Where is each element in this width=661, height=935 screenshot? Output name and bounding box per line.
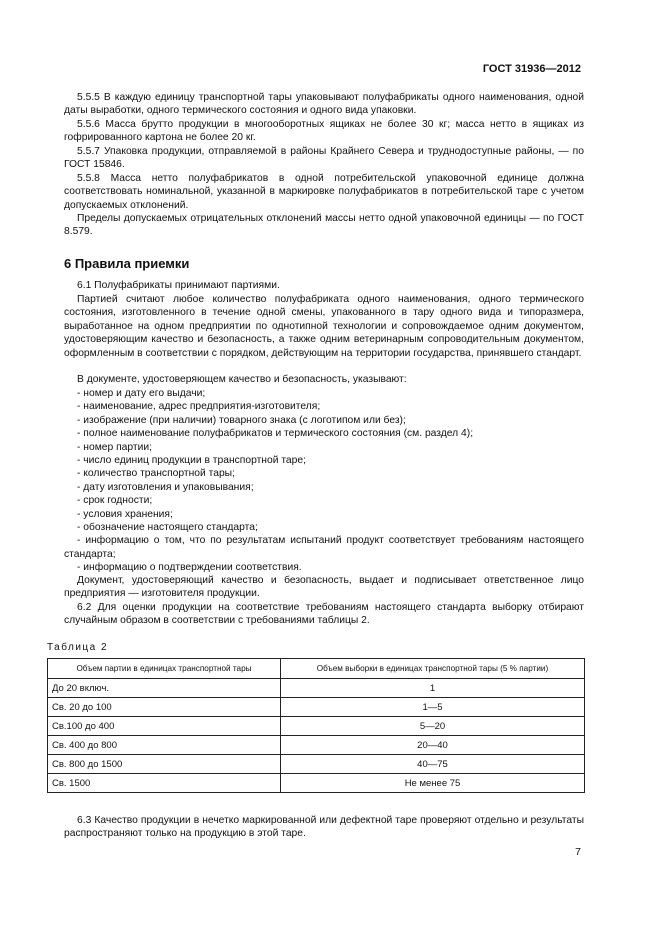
section-6-heading: 6 Правила приемки — [64, 256, 190, 271]
list-item: - наименование, адрес предприятия-изготовителя; — [77, 401, 321, 413]
table-row — [48, 755, 585, 774]
table-cell-batch: До 20 включ. — [48, 679, 281, 698]
paragraph-5-5-7: 5.5.7 Упаковка продукции, отправляемой в районы Крайнего Севера и труднодоступные районы, — по ГОСТ 15846. — [64, 146, 584, 171]
table-cell-batch: Св. 800 до 1500 — [48, 755, 281, 774]
table-cell-sample: 20—40 — [281, 736, 585, 755]
table-header-cell: Объем партии в единицах транспортной тары — [48, 659, 281, 679]
paragraph-6-3: 6.3 Качество продукции в нечетко маркированной или дефектной таре проверяют отдельно и результаты распространяют только на продукцию в этой таре. — [64, 815, 584, 840]
list-item: - информацию о том, что по результатам испытаний продукт соответствует требованиям настоящего стандарта; — [64, 535, 584, 560]
table-row — [48, 774, 585, 793]
list-item: - обозначение настоящего стандарта; — [77, 522, 258, 534]
table-cell-sample: Не менее 75 — [281, 774, 585, 793]
table-cell-batch: Св. 20 до 100 — [48, 698, 281, 717]
document-items-list — [64, 387, 584, 575]
table-row — [48, 698, 585, 717]
table-header-row — [48, 659, 585, 679]
table-cell-sample: 1 — [281, 679, 585, 698]
table-cell-batch: Св.100 до 400 — [48, 717, 281, 736]
paragraph-5-5-6: 5.5.6 Масса брутто продукции в многооборотных ящиках не более 30 кг; масса нетто в ящиках из гофрированного картона не более 20 кг. — [64, 119, 584, 144]
list-item: - информацию о подтверждении соответствия. — [77, 562, 302, 574]
table-row — [48, 679, 585, 698]
list-item: - условия хранения; — [77, 508, 173, 520]
list-item: - дату изготовления и упаковывания; — [77, 481, 254, 493]
table-cell-batch: Св. 400 до 800 — [48, 736, 281, 755]
table-cell-sample: 1—5 — [281, 698, 585, 717]
table-row — [48, 736, 585, 755]
list-item: - количество транспортной тары; — [77, 468, 235, 480]
table-cell-sample: 40—75 — [281, 755, 585, 774]
paragraph-document-intro: В документе, удостоверяющем качество и безопасность, указывают: — [77, 374, 407, 385]
table-cell-batch: Св. 1500 — [48, 774, 281, 793]
sampling-table — [47, 658, 585, 793]
paragraph-5-5-8: 5.5.8 Масса нетто полуфабрикатов в одной потребительской упаковочной единице должна соответствовать номинальной, указанной в маркировке полуфабрикатов в потребительской таре с учетом допускаемых отклонений. — [64, 173, 584, 211]
paragraph-document-issue: Документ, удостоверяющий качество и безопасность, выдает и подписывает ответственное лицо предприятия — изготовителя продукции. — [64, 575, 584, 600]
table-caption: Таблица 2 — [47, 642, 109, 653]
paragraph-tolerance: Пределы допускаемых отрицательных отклонений массы нетто одной упаковочной единицы — по ГОСТ 8.579. — [64, 213, 584, 238]
table-row — [48, 717, 585, 736]
page-number: 7 — [575, 846, 581, 858]
list-item: - изображение (при наличии) товарного знака (с логотипом или без); — [77, 414, 406, 426]
paragraph-5-5-5: 5.5.5 В каждую единицу транспортной тары упаковывают полуфабрикаты одного наименования, одной даты выработки, одного термического состояния и одного вида упаковки. — [64, 92, 584, 117]
list-item: - срок годности; — [77, 495, 153, 507]
paragraph-batch-definition: Партией считают любое количество полуфабриката одного наименования, одного термического состояния, изготовленного в течение одной смены, упакованного в тару одного вида и типоразмера, выработанное на одном предприятии по однотипной технологии и сопровождаемое одним документом, удостоверяющим качество и безопасность, а также одним ветеринарным сопроводительным документом, оформленным в соответствии с порядком, действующим на территории государства, принявшего стандарт. — [64, 294, 584, 359]
list-item: - номер и дату его выдачи; — [77, 388, 206, 399]
list-item: - полное наименование полуфабрикатов и термического состояния (см. раздел 4); — [77, 428, 474, 440]
paragraph-6-1: 6.1 Полуфабрикаты принимают партиями. — [77, 280, 280, 291]
list-item: - номер партии; — [77, 441, 152, 453]
paragraph-6-2: 6.2 Для оценки продукции на соответствие требованиям настоящего стандарта выборку отбирают случайным образом в соответствии с требованиями таблицы 2. — [64, 602, 584, 627]
list-item: - число единиц продукции в транспортной таре; — [77, 455, 306, 467]
table-header-cell: Объем выборки в единицах транспортной тары (5 % партии) — [281, 659, 585, 679]
document-header-standard: ГОСТ 31936—2012 — [482, 63, 581, 75]
table-cell-sample: 5—20 — [281, 717, 585, 736]
